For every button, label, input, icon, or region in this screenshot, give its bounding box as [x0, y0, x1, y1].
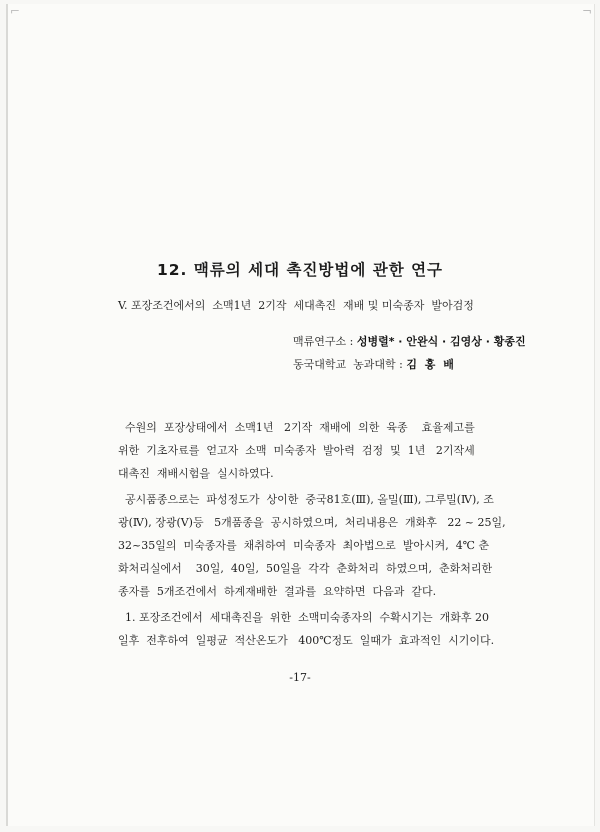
body-line: 대촉진 재배시험을 실시하였다. [118, 467, 274, 480]
left-corner-mark: ⌐ [10, 4, 21, 18]
body-line: 종자를 5개조건에서 하계재배한 결과를 요약하면 다음과 같다. [118, 585, 437, 598]
author-names: 성병렬* · 안완식 · 김영상 · 황종진 [356, 335, 526, 348]
university-line [293, 356, 456, 372]
author-affiliation: 맥류연구소 : [293, 335, 357, 348]
body-line: 1. 포장조건에서 세대촉진을 위한 소맥미숙종자의 수확시기는 개화후 20 [118, 611, 489, 624]
right-corner-mark: ¬ [581, 4, 592, 18]
university-affiliation: 동국대학교 농과대학 : [293, 358, 407, 371]
page-number: -17- [289, 671, 311, 684]
body-line: 수원의 포장상태에서 소맥1년 2기작 재배에 의한 육종 효율제고를 [118, 421, 475, 434]
document-page [6, 4, 595, 826]
body-line: 광(Ⅳ), 장광(Ⅴ)등 5개품종을 공시하였으며, 처리내용은 개화후 22 ~ 25일, [118, 516, 506, 529]
university-author: 김 홍 배 [406, 358, 456, 371]
body-line: 위한 기초자료를 얻고자 소맥 미숙종자 발아력 검정 및 1년 2기작세 [118, 444, 475, 457]
body-line: 공시품종으로는 파성정도가 상이한 중국81호(Ⅲ), 올밀(Ⅲ), 그루밀(Ⅳ), 조 [118, 493, 494, 506]
author-line [293, 333, 526, 349]
body-line: 일후 전후하여 일평균 적산온도가 400℃정도 일때가 효과적인 시기이다. [118, 634, 495, 647]
subtitle: V. 포장조건에서의 소맥1년 2기작 세대촉진 재배 및 미숙종자 발아검정 [118, 299, 474, 312]
body-line: 화처리실에서 30일, 40일, 50일을 각각 춘화처리 하였으며, 춘화처리한 [118, 562, 493, 575]
page-title: 12. 맥류의 세대 촉진방법에 관한 연구 [156, 261, 444, 279]
body-line: 32~35일의 미숙종자를 채취하여 미숙종자 최아법으로 발아시켜, 4℃ 춘 [118, 539, 490, 552]
